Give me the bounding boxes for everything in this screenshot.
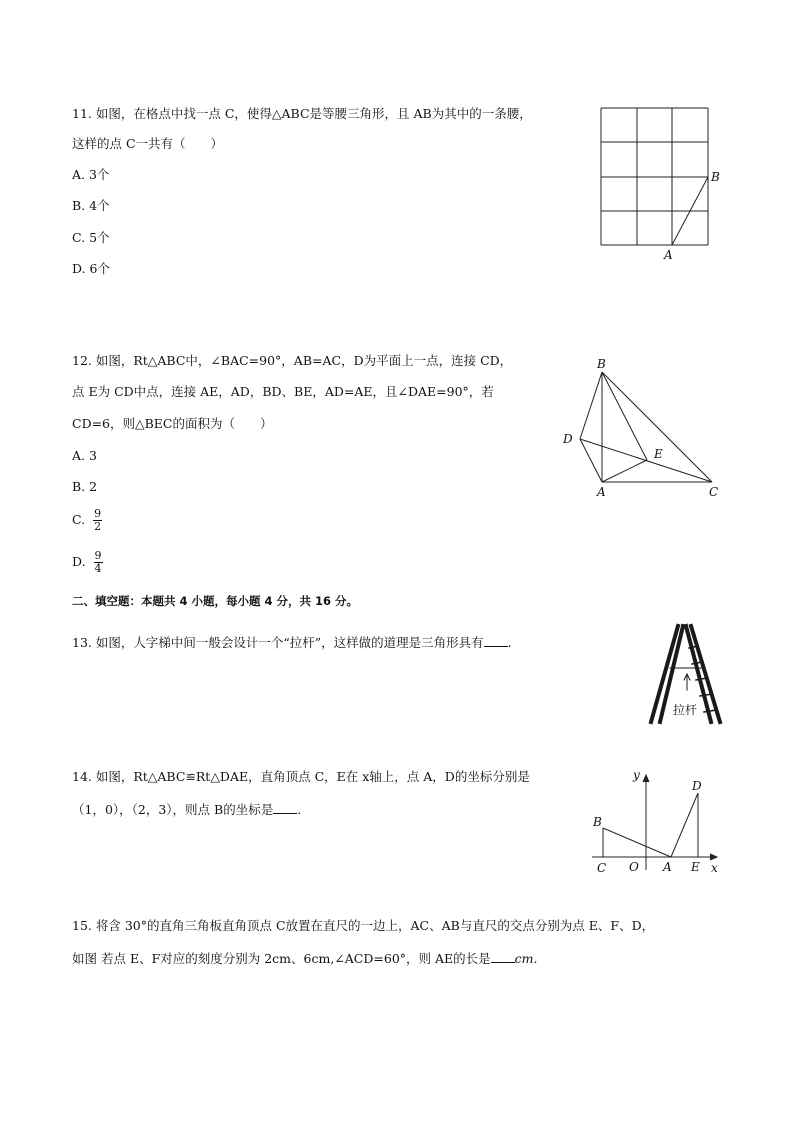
q14-label-c: C — [597, 861, 607, 875]
q13-ladder-label: 拉杆 — [673, 703, 698, 717]
q14-label-e: E — [691, 860, 700, 874]
q12-option-d-denominator: 4 — [94, 562, 102, 575]
q12-option-c-fraction — [93, 508, 102, 533]
q11-line2: 这样的点 C一共有（ ） — [72, 136, 224, 151]
q14-label-a: A — [663, 860, 672, 874]
q12-option-d-numerator: 9 — [94, 549, 102, 562]
q12-line3: CD=6，则△BEC的面积为（ ） — [72, 416, 273, 431]
q14-text: （1，0），（2，3），则点 B的坐标是 — [72, 802, 274, 817]
q12-label-b: B — [597, 357, 606, 371]
q13-text: 13. 如图，人字梯中间一般会设计一个“拉杆”，这样做的道理是三角形具有 — [72, 635, 484, 650]
q12-option-c-numerator: 9 — [94, 507, 102, 520]
q11-label-b: B — [711, 170, 720, 184]
q12-option-c — [72, 508, 102, 533]
q11-line1: 11. 如图，在格点中找一点 C，使得△ABC是等腰三角形，且 AB为其中的一条腰， — [72, 106, 532, 121]
q11-label-a: A — [664, 248, 673, 262]
q13-end: . — [507, 635, 512, 650]
section-heading: 二、填空题：本题共 4 小题，每小题 4 分，共 16 分。 — [72, 594, 359, 608]
q14-label-d: D — [692, 779, 702, 793]
q15-answer-blank — [491, 950, 515, 963]
q14-coordinate-figure — [585, 765, 725, 880]
q12-option-d-prefix: D. — [72, 554, 86, 569]
q14-end: . — [297, 802, 302, 817]
q14-label-b: B — [593, 815, 602, 829]
q12-option-d — [72, 550, 103, 575]
q13-answer-blank — [484, 634, 508, 647]
q11-option-b: B. 4个 — [72, 198, 110, 213]
q14-answer-blank — [273, 801, 297, 814]
q12-option-c-denominator: 2 — [94, 520, 102, 533]
q13-line — [72, 634, 512, 651]
q14-line1: 14. 如图，Rt△ABC≌Rt△DAE，直角顶点 C，E在 x轴上，点 A，D的坐标分别是 — [72, 769, 530, 784]
q15-line1: 15. 将含 30°的直角三角板直角顶点 C放置在直尺的一边上，AC、AB与直尺的交点分别为点 E、F、D， — [72, 918, 655, 933]
q15-line2 — [72, 950, 537, 967]
q12-label-e: E — [654, 447, 663, 461]
q12-option-b: B. 2 — [72, 479, 98, 494]
q14-axis-y-label: y — [633, 768, 640, 782]
q12-option-c-prefix: C. — [72, 512, 86, 527]
q14-label-o: O — [629, 860, 639, 874]
q12-option-a: A. 3 — [72, 448, 97, 463]
q15-text: 如图 若点 E、F对应的刻度分别为 2cm、6cm,∠ACD=60°，则 AE的长是 — [72, 951, 491, 966]
q13-ladder-figure — [645, 620, 730, 730]
q11-grid-figure — [590, 100, 730, 270]
q12-option-d-fraction — [94, 550, 103, 575]
q11-option-a: A. 3个 — [72, 167, 110, 182]
q11-option-d: D. 6个 — [72, 261, 110, 276]
q15-end: cm. — [514, 951, 538, 966]
q14-axis-x-label: x — [711, 861, 718, 875]
q12-label-a: A — [597, 485, 606, 499]
q12-triangle-figure — [555, 352, 730, 502]
q12-line2: 点 E为 CD中点，连接 AE，AD，BD、BE，AD=AE，且∠DAE=90°，若 — [72, 384, 494, 399]
q11-option-c: C. 5个 — [72, 230, 110, 245]
q12-label-c: C — [709, 485, 719, 499]
q14-line2 — [72, 801, 301, 818]
q12-line1: 12. 如图，Rt△ABC中，∠BAC=90°，AB=AC，D为平面上一点，连接 CD， — [72, 353, 513, 368]
q12-label-d: D — [563, 432, 573, 446]
